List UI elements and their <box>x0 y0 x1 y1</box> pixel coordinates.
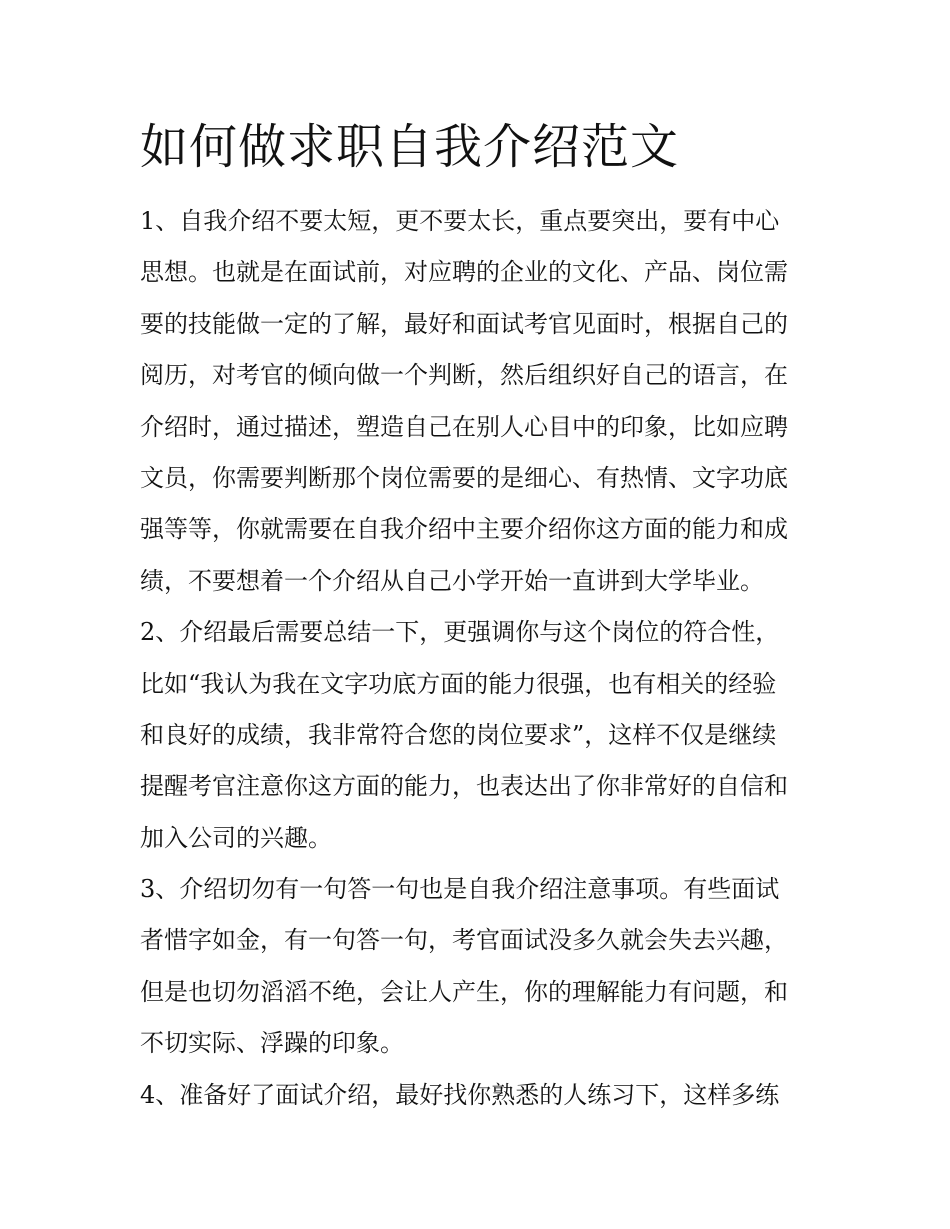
body-line: 2、介绍最后需要总结一下，更强调你与这个岗位的符合性， <box>140 618 780 647</box>
body-line: 文员，你需要判断那个岗位需要的是细心、有热情、文字功底 <box>140 463 788 492</box>
body-line: 者惜字如金，有一句答一句，考官面试没多久就会失去兴趣， <box>140 926 788 955</box>
body-line: 提醒考官注意你这方面的能力，也表达出了你非常好的自信和 <box>140 772 788 801</box>
body-line: 要的技能做一定的了解，最好和面试考官见面时，根据自己的 <box>140 309 788 338</box>
body-line: 阅历，对考官的倾向做一个判断，然后组织好自己的语言，在 <box>140 361 788 390</box>
body-line: 和良好的成绩，我非常符合您的岗位要求”，这样不仅是继续 <box>140 720 777 749</box>
document-title: 如何做求职自我介绍范文 <box>140 119 680 175</box>
body-line: 思想。也就是在面试前，对应聘的企业的文化、产品、岗位需 <box>140 258 788 287</box>
body-line: 3、介绍切勿有一句答一句也是自我介绍注意事项。有些面试 <box>140 875 780 904</box>
body-line: 加入公司的兴趣。 <box>140 823 332 852</box>
body-line: 不切实际、浮躁的印象。 <box>140 1029 404 1058</box>
body-line: 4、准备好了面试介绍，最好找你熟悉的人练习下，这样多练 <box>140 1080 780 1109</box>
body-line: 强等等，你就需要在自我介绍中主要介绍你这方面的能力和成 <box>140 515 788 544</box>
body-line: 介绍时，通过描述，塑造自己在别人心目中的印象，比如应聘 <box>140 412 788 441</box>
document-body <box>140 196 820 1121</box>
body-line: 绩，不要想着一个介绍从自己小学开始一直讲到大学毕业。 <box>140 566 764 595</box>
body-line: 比如“我认为我在文字功底方面的能力很强，也有相关的经验 <box>140 669 777 698</box>
body-line: 1、自我介绍不要太短，更不要太长，重点要突出，要有中心 <box>140 207 780 235</box>
body-line: 但是也切勿滔滔不绝，会让人产生，你的理解能力有问题，和 <box>140 977 788 1006</box>
